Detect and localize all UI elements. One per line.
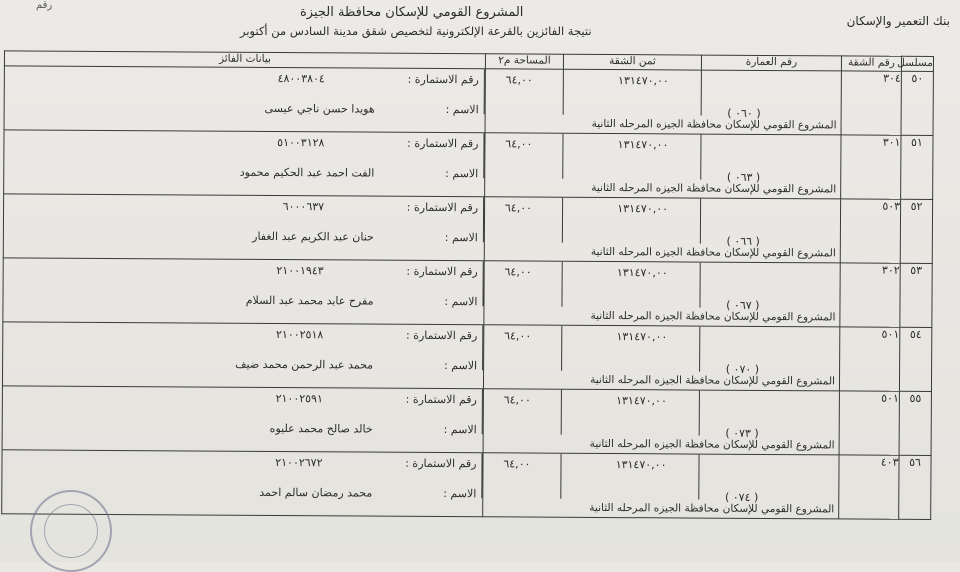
table-row	[2, 322, 931, 392]
building-number: ( ٠٧٠ )	[725, 362, 760, 376]
name-label: الاسم :	[443, 487, 477, 501]
unit-cell	[839, 455, 899, 519]
building-number: ( ٠٦٣ )	[726, 170, 761, 184]
unit-price: ١٣١٤٧٠,٠٠	[617, 202, 669, 216]
unit-cell	[839, 391, 899, 455]
form-number: ٢١٠٠٢٥٩١	[275, 391, 323, 406]
building-number: ( ٠٧٣ )	[725, 426, 759, 440]
serial-cell	[901, 71, 933, 135]
unit-details-cell	[483, 389, 839, 455]
document-subtitle: نتيجة الفائزين بالقرعة الإلكترونية لتخصيص شقق مدينة السادس من أكتوبر	[240, 24, 592, 38]
unit-area: ٦٤,٠٠	[503, 457, 531, 471]
serial-cell	[900, 263, 932, 327]
serial-number: ٥٥	[909, 391, 922, 405]
serial-number: ٥٠	[911, 71, 924, 85]
column-divider	[561, 262, 562, 307]
unit-cell	[840, 263, 900, 327]
unit-area: ٦٤,٠٠	[505, 73, 533, 87]
owner-cell	[2, 386, 483, 453]
form-number-label: رقم الاستمارة :	[406, 200, 479, 215]
project-name: المشروع القومي للإسكان محافظة الجيزه المرحله الثانية	[591, 181, 837, 196]
unit-number: ٤٠٣	[880, 455, 899, 469]
form-number-label: رقم الاستمارة :	[407, 136, 479, 151]
serial-number: ٥٤	[909, 327, 922, 341]
form-number: ٤٨٠٠٣٨٠٤	[277, 71, 325, 86]
column-divider	[562, 134, 563, 179]
header-unit: رقم الشقة	[841, 56, 901, 71]
unit-area: ٦٤,٠٠	[504, 329, 532, 343]
unit-price: ١٣١٤٧٠,٠٠	[618, 74, 669, 88]
header-owner: بيانات الفائز	[4, 51, 485, 69]
project-name: المشروع القومي للإسكان محافظة الجيزه المرحله الثانية	[589, 501, 835, 516]
unit-price: ١٣١٤٧٠,٠٠	[615, 458, 667, 472]
serial-number: ٥٢	[910, 199, 923, 213]
column-divider	[699, 391, 700, 436]
column-divider	[699, 263, 700, 308]
building-number: ( ٠٦٧ )	[726, 298, 760, 312]
winner-name: مفرح عابد محمد عبد السلام	[245, 293, 374, 308]
project-name: المشروع القومي للإسكان محافظة الجيزه المرحله الثانية	[589, 437, 835, 452]
form-number-label: رقم الاستمارة :	[405, 456, 477, 471]
header-serial: مسلسل	[901, 56, 933, 71]
bank-name: بنك التعمير والإسكان	[846, 14, 950, 28]
winner-name: محمد رمضان سالم احمد	[259, 485, 373, 500]
unit-cell	[840, 199, 900, 263]
table-row	[4, 66, 933, 136]
name-label: الاسم :	[443, 423, 477, 437]
form-number-label: رقم الاستمارة :	[405, 392, 477, 407]
unit-details-cell	[484, 261, 840, 327]
serial-cell	[899, 391, 931, 455]
column-divider	[700, 199, 701, 244]
table-row	[4, 130, 933, 200]
form-number: ٥١٠٠٣١٢٨	[277, 135, 325, 150]
unit-price: ١٣١٤٧٠,٠٠	[616, 394, 667, 408]
project-name: المشروع القومي للإسكان محافظة الجيزه المرحله الثانية	[591, 117, 837, 132]
form-number: ٢١٠٠١٩٤٣	[276, 263, 324, 278]
winner-name: الفت احمد عبد الحكيم محمود	[239, 165, 375, 180]
owner-cell	[4, 66, 485, 133]
building-number: ( ٠٧٤ )	[724, 490, 759, 504]
unit-area: ٦٤,٠٠	[504, 201, 533, 215]
owner-cell	[4, 130, 485, 197]
serial-number: ٥١	[911, 135, 923, 149]
name-label: الاسم :	[445, 167, 479, 181]
project-name: المشروع القومي للإسكان محافظة الجيزه المرحله الثانية	[590, 245, 836, 260]
serial-cell	[899, 327, 931, 391]
name-label: الاسم :	[443, 359, 478, 373]
winner-name: هويدا حسن ناجي عيسى	[264, 101, 375, 116]
unit-price: ١٣١٤٧٠,٠٠	[616, 330, 668, 344]
unit-price: ١٣١٤٧٠,٠٠	[617, 138, 669, 152]
unit-details-cell	[483, 325, 839, 391]
name-label: الاسم :	[444, 231, 478, 245]
unit-details-cell	[483, 453, 839, 519]
project-name: المشروع القومي للإسكان محافظة الجيزه المرحله الثانية	[590, 309, 836, 324]
unit-cell	[841, 71, 901, 135]
building-number: ( ٠٦٦ )	[726, 234, 760, 248]
project-name: المشروع القومي للإسكان محافظة الجيزه المرحله الثانية	[590, 373, 836, 388]
serial-cell	[901, 135, 933, 199]
winner-name: خالد صالح محمد عليوه	[269, 421, 373, 436]
table-row	[2, 450, 931, 520]
serial-cell	[900, 199, 932, 263]
unit-area: ٦٤,٠٠	[505, 137, 533, 151]
table-row	[3, 194, 932, 264]
form-number-label: رقم الاستمارة :	[407, 72, 479, 87]
table-row	[2, 386, 931, 456]
winners-table	[1, 50, 934, 520]
winner-name: محمد عبد الرحمن محمد ضيف	[235, 357, 374, 372]
owner-cell	[2, 322, 483, 389]
unit-number: ٥٠١	[881, 327, 900, 341]
unit-details-cell	[484, 197, 840, 263]
unit-number: ٥٠٣	[882, 199, 901, 213]
name-label: الاسم :	[444, 295, 478, 309]
unit-details-cell	[485, 69, 841, 135]
owner-cell	[3, 194, 484, 261]
top-mark: رقم	[36, 0, 53, 11]
unit-area: ٦٤,٠٠	[503, 393, 531, 407]
header-building: رقم العمارة	[701, 55, 841, 71]
table-row	[3, 258, 932, 328]
form-number: ٢١٠٠٢٥١٨	[275, 327, 324, 342]
header-price: ثمن الشقة	[563, 54, 701, 70]
form-number-label: رقم الاستمارة :	[406, 264, 478, 279]
serial-cell	[899, 455, 931, 519]
serial-number: ٥٦	[909, 455, 921, 469]
unit-cell	[839, 327, 899, 391]
unit-details-cell	[485, 133, 841, 199]
column-divider	[563, 70, 564, 115]
unit-price: ١٣١٤٧٠,٠٠	[616, 266, 668, 280]
form-number: ٦٠٠٠٦٣٧	[282, 200, 325, 214]
column-divider	[561, 390, 562, 435]
unit-area: ٦٤,٠٠	[504, 265, 532, 279]
column-divider	[562, 198, 563, 243]
column-divider	[698, 455, 699, 500]
owner-cell	[3, 258, 484, 325]
official-stamp	[30, 490, 112, 572]
column-divider	[700, 135, 701, 180]
building-number: ( ٠٦٠ )	[727, 106, 761, 120]
form-number-label: رقم الاستمارة :	[405, 328, 478, 343]
column-divider	[699, 327, 700, 372]
unit-number: ٣٠٤	[883, 71, 901, 85]
header-area: المساحة م٢	[485, 54, 563, 69]
serial-number: ٥٣	[910, 263, 923, 277]
column-divider	[560, 454, 561, 499]
document-title: المشروع القومي للإسكان محافظة الجيزة	[300, 5, 524, 20]
unit-number: ٥٠١	[881, 391, 899, 405]
winner-name: حنان عبد الكريم عبد الغفار	[252, 229, 374, 244]
unit-number: ٣٠٢	[881, 263, 900, 277]
unit-number: ٣٠١	[882, 135, 901, 149]
column-divider	[561, 326, 562, 371]
name-label: الاسم :	[445, 103, 479, 117]
column-divider	[701, 71, 702, 116]
form-number: ٢١٠٠٢٦٧٢	[275, 455, 323, 470]
unit-cell	[841, 135, 901, 199]
